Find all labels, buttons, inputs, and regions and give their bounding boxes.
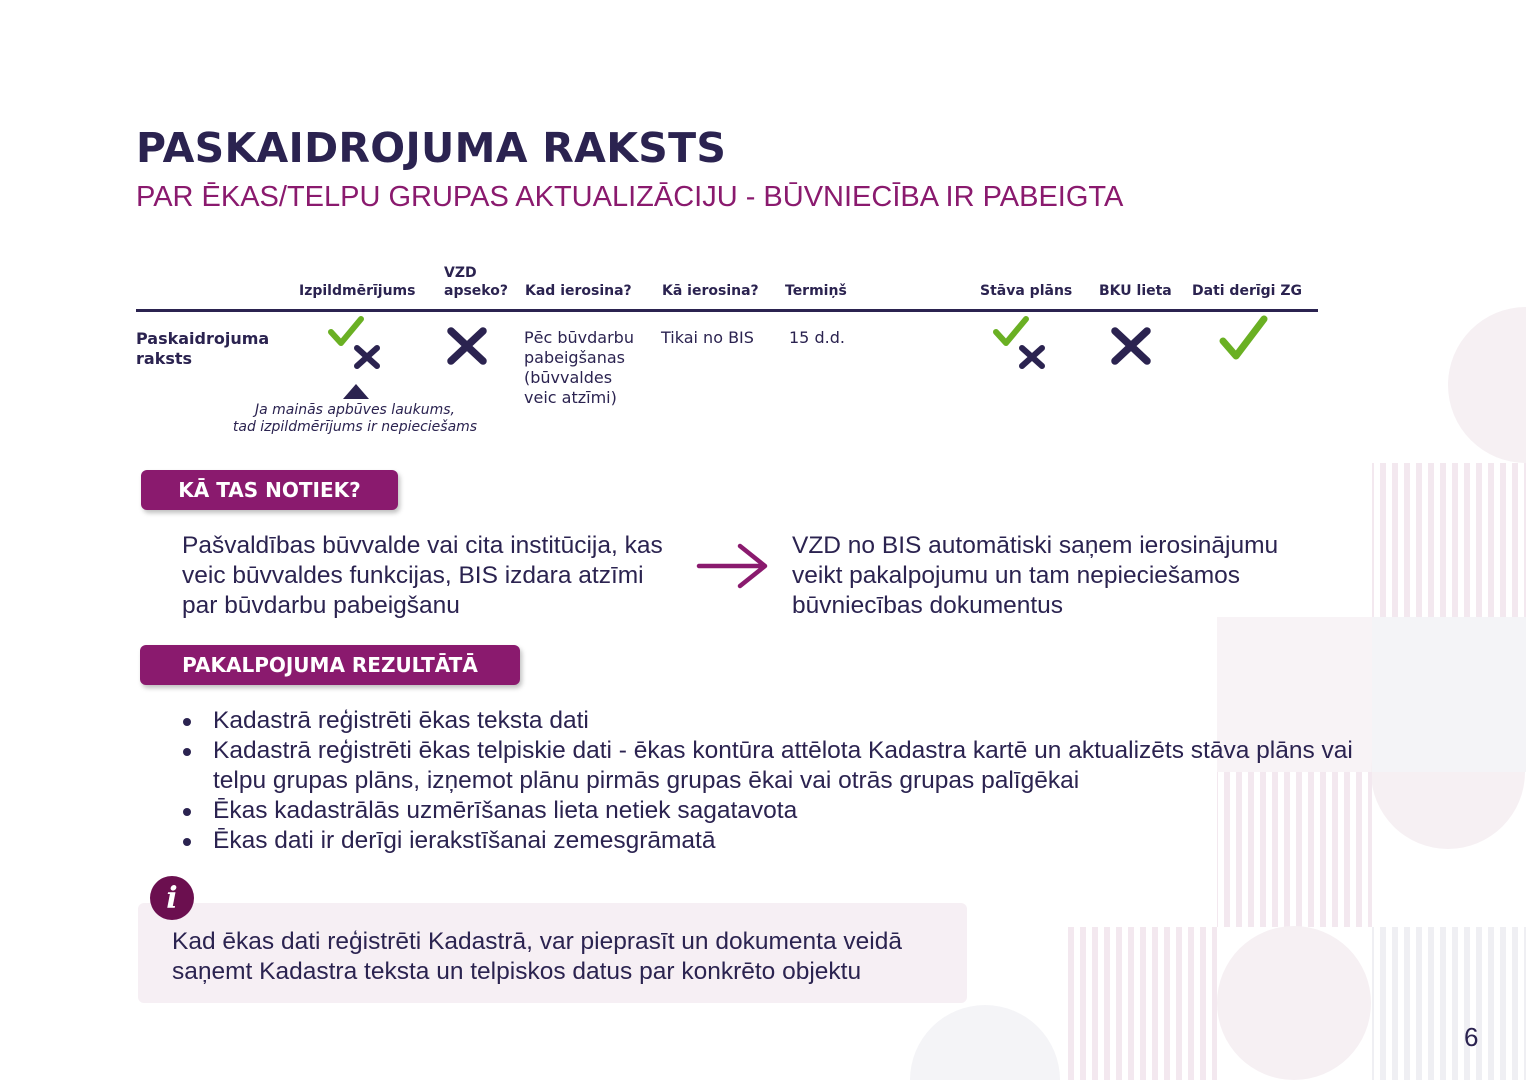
header-termins: Termiņš	[785, 283, 847, 299]
table-header-rule	[136, 309, 1318, 312]
row-termins: 15 d.d.	[789, 328, 845, 347]
header-bku-lieta: BKU lieta	[1099, 283, 1172, 299]
check-icon	[1218, 314, 1270, 364]
cross-icon	[1110, 326, 1152, 366]
triangle-up-icon	[342, 384, 370, 400]
header-vzd-line1: VZD	[444, 265, 477, 281]
row-name: Paskaidrojuma raksts	[136, 329, 270, 368]
section-label-pakalpojuma-rezultata: PAKALPOJUMA REZULTĀTĀ	[140, 645, 520, 685]
result-list	[180, 706, 1400, 856]
header-vzd-line2: apseko?	[444, 283, 508, 299]
izpildmerijums-note: Ja mainās apbūves laukums, tad izpildmērījums ir nepieciešams	[232, 402, 478, 435]
page-title: PASKAIDROJUMA RAKSTS	[136, 124, 727, 172]
process-target-text: VZD no BIS automātiski saņem ierosinājumu veikt pakalpojumu un tam nepieciešamos būvniecības dokumentus	[792, 532, 1279, 619]
list-item: Ēkas kadastrālās uzmērīšanas lieta netiek sagatavota	[180, 796, 1400, 826]
check-cross-icon	[326, 316, 386, 372]
arrow-right-icon	[696, 542, 770, 590]
page-subtitle: PAR ĒKAS/TELPU GRUPAS AKTUALIZĀCIJU - BŪVNIECĪBA IR PABEIGTA	[136, 181, 1124, 213]
page-number: 6	[1464, 1022, 1479, 1052]
info-text: Kad ēkas dati reģistrēti Kadastrā, var pieprasīt un dokumenta veidā saņemt Kadastra teksta un telpiskos datus par konkrēto objektu	[172, 928, 902, 985]
header-stava-plans: Stāva plāns	[980, 283, 1073, 299]
header-kad-ierosina: Kad ierosina?	[525, 283, 632, 299]
section-label-ka-tas-notiek: KĀ TAS NOTIEK?	[141, 470, 398, 510]
cross-icon	[446, 326, 488, 366]
check-cross-icon	[991, 316, 1051, 372]
process-source-text: Pašvaldības būvvalde vai cita institūcija, kas veic būvvaldes funkcijas, BIS izdara atzīmi par būvdarbu pabeigšanu	[182, 532, 663, 619]
row-ka-ierosina: Tikai no BIS	[661, 328, 754, 347]
info-icon: i	[150, 876, 194, 920]
list-item: Kadastrā reģistrēti ēkas telpiskie dati - ēkas kontūra attēlota Kadastra kartē un aktualizēts stāva plāns vai telpu grupas plāns, izņemot plānu pirmās grupas ēkai vai otrās grupas palīgēkai	[180, 736, 1400, 796]
row-kad-ierosina: Pēc būvdarbu pabeigšanas (būvvaldes veic atzīmi)	[524, 328, 634, 407]
header-ka-ierosina: Kā ierosina?	[662, 283, 759, 299]
list-item: Kadastrā reģistrēti ēkas teksta dati	[180, 706, 1400, 736]
header-izpildmerijums: Izpildmērījums	[299, 283, 416, 299]
header-dati-derigi-zg: Dati derīgi ZG	[1192, 283, 1302, 299]
list-item: Ēkas dati ir derīgi ierakstīšanai zemesgrāmatā	[180, 826, 1400, 856]
